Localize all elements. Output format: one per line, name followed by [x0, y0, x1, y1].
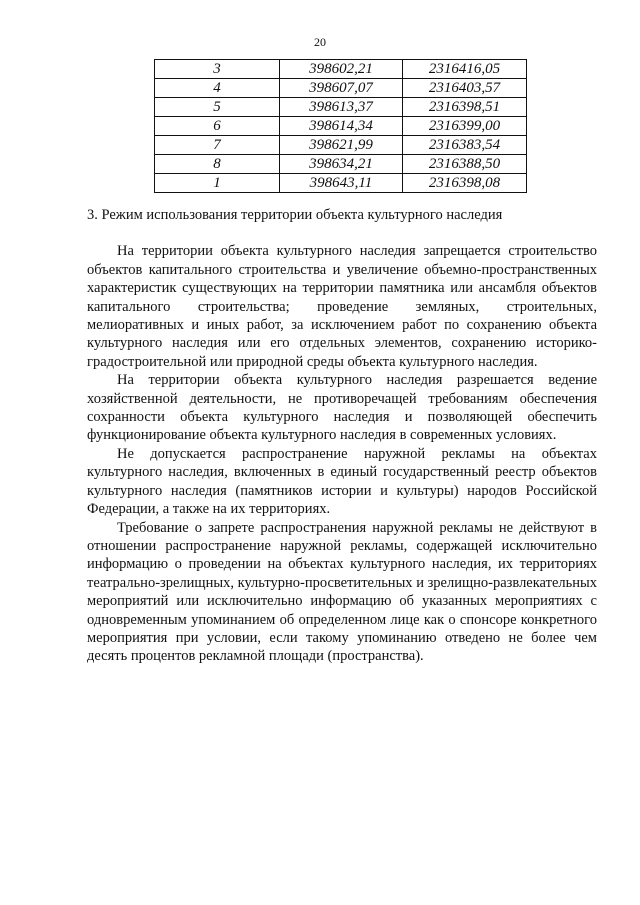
y-coordinate-cell: 2316388,50 [403, 155, 527, 174]
table-row [155, 136, 527, 155]
section-content [87, 206, 597, 666]
table-row [155, 60, 527, 79]
point-number-cell: 7 [155, 136, 280, 155]
x-coordinate-cell: 398614,34 [280, 117, 403, 136]
x-coordinate-cell: 398607,07 [280, 79, 403, 98]
table-row [155, 174, 527, 193]
y-coordinate-cell: 2316403,57 [403, 79, 527, 98]
point-number-cell: 3 [155, 60, 280, 79]
point-number-cell: 4 [155, 79, 280, 98]
paragraph-advertising-exception: Требование о запрете распространения наружной рекламы не действуют в отношении распространение наружной рекламы, содержащей исключительно информацию о проведении на объектах культурного наследия, их территориях театрально-зрелищных, культурно-просветительных и зрелищно-развлекательных мероприятий или исключительно информацию об указанных мероприятиях с одновременным упоминанием об определенном лице как о спонсоре конкретного мероприятия при условии, если такому упоминанию отведено не более чем десять процентов рекламной площади (пространства). [87, 519, 597, 665]
paragraph-permitted-activity: На территории объекта культурного наследия разрешается ведение хозяйственной деятельности, не противоречащей требованиям обеспечения сохранности объекта культурного наследия и позволяющей обеспечить функционирование объекта культурного наследия в современных условиях. [87, 372, 597, 444]
point-number-cell: 1 [155, 174, 280, 193]
point-number-cell: 8 [155, 155, 280, 174]
page-number: 20 [314, 35, 326, 49]
y-coordinate-cell: 2316398,08 [403, 174, 527, 193]
point-number-cell: 6 [155, 117, 280, 136]
y-coordinate-cell: 2316383,54 [403, 136, 527, 155]
y-coordinate-cell: 2316416,05 [403, 60, 527, 79]
table-row [155, 79, 527, 98]
section-title: 3. Режим использования территории объекта культурного наследия [87, 207, 503, 223]
coordinates-table [154, 59, 527, 193]
table-row [155, 117, 527, 136]
x-coordinate-cell: 398613,37 [280, 98, 403, 117]
x-coordinate-cell: 398634,21 [280, 155, 403, 174]
x-coordinate-cell: 398643,11 [280, 174, 403, 193]
y-coordinate-cell: 2316398,51 [403, 98, 527, 117]
table-row [155, 98, 527, 117]
table-row [155, 155, 527, 174]
x-coordinate-cell: 398621,99 [280, 136, 403, 155]
paragraph-advertising-ban: Не допускается распространение наружной рекламы на объектах культурного наследия, включенных в единый государственный реестр объектов культурного наследия (памятников истории и культуры) народов Российской Федерации, а также на их территориях. [87, 445, 597, 518]
point-number-cell: 5 [155, 98, 280, 117]
y-coordinate-cell: 2316399,00 [403, 117, 527, 136]
x-coordinate-cell: 398602,21 [280, 60, 403, 79]
paragraph-prohibitions: На территории объекта культурного наследия запрещается строительство объектов капитального строительства и увеличение объемно-пространственных характеристик существующих на территории памятника или ансамбля объектов капитального строительства; проведение земляных, строительных, мелиоративных и иных работ, за исключением работ по сохранению объекта культурного наследия или его отдельных элементов, сохранению историко-градостроительной или природной среды объекта культурного наследия. [87, 243, 597, 370]
